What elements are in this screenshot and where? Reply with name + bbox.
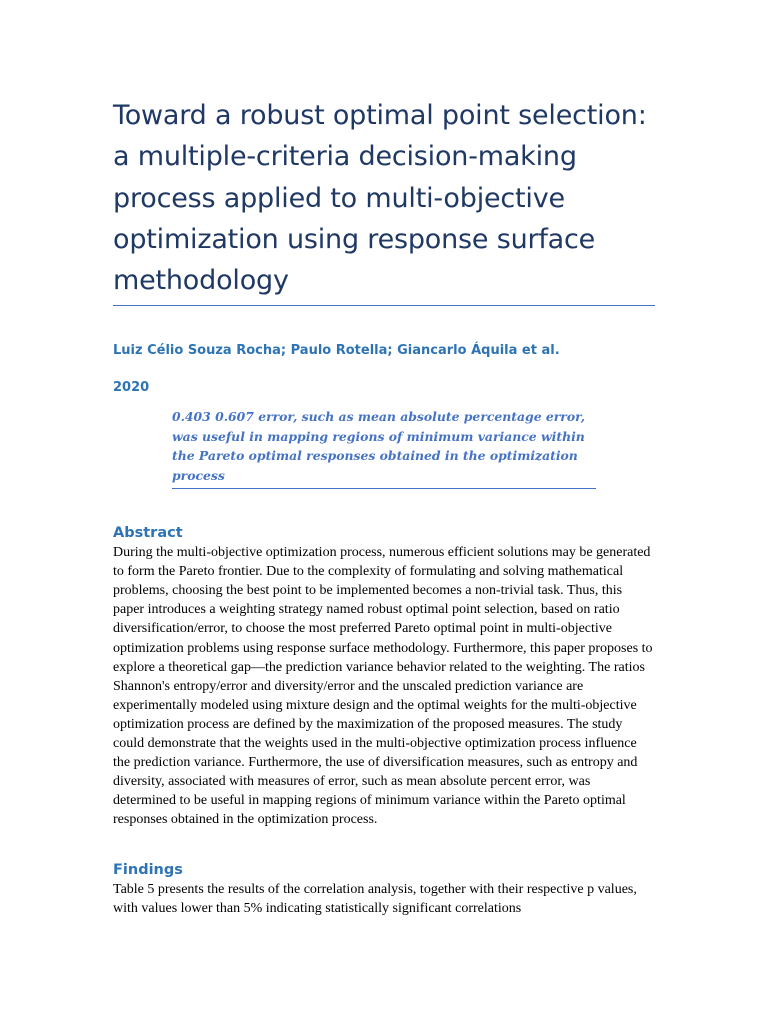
findings-text: Table 5 presents the results of the correlation analysis, together with their respective p values, with values lower than 5% indicating statistically significant correlations (113, 881, 637, 916)
document-title: Toward a robust optimal point selection: a multiple-criteria decision-making process applied to multi-objective optimization using response surface methodology (113, 95, 655, 306)
author-list: Luiz Célio Souza Rocha; Paulo Rotella; Giancarlo Áquila et al. (113, 343, 560, 359)
abstract-text: During the multi-objective optimization process, numerous efficient solutions may be generated to form the Pareto frontier. Due to the complexity of formulating and solving mathematical problems, choosing the best point to be implemented becomes a non-trivial task. Thus, this paper introduces a weighting strategy named robust optimal point selection, based on ratio diversification/error, to choose the most preferred Pareto optimal point in multi-objective optimization problems using response surface methodology. Furthermore, this paper proposes to explore a theoretical gap—the prediction variance behavior related to the weighting. The ratios Shannon's entropy/error and diversity/error and the unscaled prediction variance are experimentally modeled using mixture design and the optimal weights for the multi-objective optimization process are defined by the maximization of the proposed measures. The study could demonstrate that the weights used in the multi-objective optimization process influence the prediction variance. Furthermore, the use of diversification measures, such as entropy and diversity, associated with measures of error, such as mean absolute percent error, was determined to be useful in mapping regions of minimum variance within the Pareto optimal responses obtained in the optimization process. (113, 545, 653, 828)
abstract-heading: Abstract (113, 525, 183, 542)
pull-quote: 0.403 0.607 error, such as mean absolute percentage error, was useful in mapping regions of minimum variance within the Pareto optimal responses obtained in the optimization process (172, 407, 596, 489)
publication-year: 2020 (113, 380, 150, 396)
findings-heading: Findings (113, 861, 183, 878)
document-page (113, 95, 655, 918)
